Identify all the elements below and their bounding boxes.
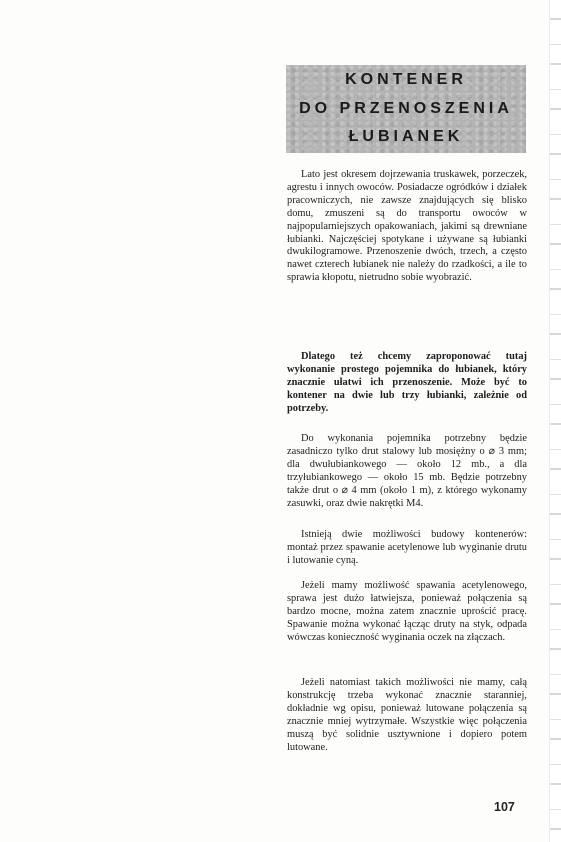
- article-title-box: [286, 65, 526, 153]
- title-line-3: ŁUBIANEK: [348, 128, 464, 145]
- paragraph-4: Istnieją dwie możliwości budowy kontenerów: montaż przez spawanie acetylenowe lub wyginanie drutu i lutowanie cyną.: [287, 529, 527, 566]
- title-line-2: DO PRZENOSZENIA: [299, 100, 513, 117]
- paragraph-3: Do wykonania pojemnika potrzebny będzie zasadniczo tylko drut stalowy lub mosiężny o ⌀ 3 mm; dla dwułubiankowego — około 12 mb., a dla trzyłubiankowego — około 15 mb. Będzie potrzebny także drut o ⌀ 4 mm (około 1 m), z którego wykonamy zasuwki, oraz dwie nakrętki M4.: [287, 433, 527, 509]
- page-number: 107: [494, 800, 515, 814]
- paragraph-5: Jeżeli mamy możliwość spawania acetylenowego, sprawa jest dużo łatwiejsza, ponieważ połączenia są bardzo mocne, można zatem znacznie uprościć pracę. Spawanie można wykonać łącząc druty na styk, odpada wówczas konieczność wyginania oczek na złączach.: [287, 580, 527, 643]
- paragraph-2: Dlatego też chcemy zaproponować tutaj wykonanie prostego pojemnika do łubianek, który znacznie ułatwi ich przenoszenie. Może być to kontener na dwie lub trzy łubianki, zależnie od potrzeby.: [287, 351, 527, 414]
- paragraph-6: Jeżeli natomiast takich możliwości nie mamy, całą konstrukcję trzeba wykonać znacznie staranniej, dokładnie wg opisu, ponieważ lutowane połączenia są znacznie mniej wytrzymałe. Wszystkie więc połączenia muszą być solidnie usztywnione i dopiero potem lutowane.: [287, 677, 527, 753]
- title-line-1: KONTENER: [345, 71, 467, 88]
- scan-edge-strip: [549, 0, 561, 842]
- paragraph-1: Lato jest okresem dojrzewania truskawek, porzeczek, agrestu i innych owoców. Posiadacze ogródków i działek pracowniczych, nie zawsze znajdujących się blisko domu, zmuszeni są do transportu owoców w najpopularniejszych opakowaniach, jakimi są drewniane łubianki. Najczęściej spotykane i używane są łubianki dwukilogramowe. Przenoszenie dwóch, trzech, a często nawet czterech łubianek nie należy do rzadkości, a ile to sprawia kłopotu, nietrudno sobie wyobrazić.: [287, 169, 527, 284]
